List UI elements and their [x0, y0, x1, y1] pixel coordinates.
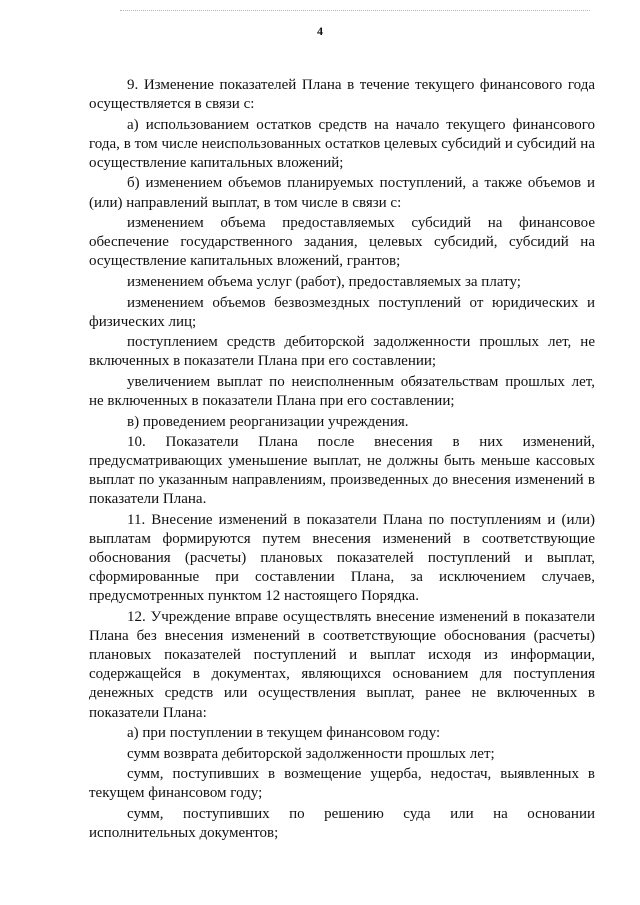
- paragraph-12a-item-2: сумм, поступивших в возмещение ущерба, недостач, выявленных в текущем финансовом году;: [89, 766, 595, 802]
- page-number: 4: [317, 24, 323, 38]
- paragraph-9b-item-2: изменением объема услуг (работ), предоставляемых за плату;: [127, 273, 521, 290]
- top-divider: [120, 10, 590, 11]
- paragraph-9b-item-4: поступлением средств дебиторской задолженности прошлых лет, не включенных в показатели Плана при его составлении;: [89, 334, 595, 370]
- paragraph-11: 11. Внесение изменений в показатели Плана по поступлениям и (или) выплатам формируются путем внесения изменений в соответствующие обоснования (расчеты) плановых показателей поступлений и выплат, сформированные при составлении Плана, за исключением случаев, предусмотренных пунктом 12 настоящего Порядка.: [89, 512, 595, 605]
- paragraph-12: 12. Учреждение вправе осуществлять внесение изменений в показатели Плана без внесения изменений в соответствующие обоснования (расчеты) плановых показателей поступлений и выплат исходя из информации, содержащейся в документах, являющихся основанием для поступления денежных средств или осуществления выплат, ранее не включенных в показатели Плана:: [89, 609, 595, 721]
- paragraph-9b-item-1: изменением объема предоставляемых субсидий на финансовое обеспечение государственного задания, целевых субсидий, субсидий на осуществление капитальных вложений, грантов;: [89, 215, 595, 270]
- paragraph-9: 9. Изменение показателей Плана в течение текущего финансового года осуществляется в связи с:: [89, 77, 595, 113]
- paragraph-9b-item-5: увеличением выплат по неисполненным обязательствам прошлых лет, не включенных в показатели Плана при его составлении;: [89, 373, 595, 409]
- paragraph-9b-item-3: изменением объемов безвозмездных поступлений от юридических и физических лиц;: [89, 294, 595, 330]
- paragraph-12a-item-3: сумм, поступивших по решению суда или на основании исполнительных документов;: [89, 805, 595, 842]
- paragraph-9v: в) проведением реорганизации учреждения.: [127, 413, 409, 430]
- paragraph-12a-item-1: сумм возврата дебиторской задолженности прошлых лет;: [127, 745, 495, 762]
- paragraph-10: 10. Показатели Плана после внесения в них изменений, предусматривающих уменьшение выплат, не должны быть меньше кассовых выплат по указанным направлениям, произведенных до внесения изменений в показатели Плана.: [89, 434, 595, 508]
- paragraph-12a: а) при поступлении в текущем финансовом году:: [127, 725, 441, 742]
- paragraph-9b: б) изменением объемов планируемых поступлений, а также объемов и (или) направлений выплат, в том числе в связи с:: [89, 175, 595, 211]
- document-body: [89, 76, 595, 845]
- paragraph-9a: а) использованием остатков средств на начало текущего финансового года, в том числе неиспользованных остатков целевых субсидий и субсидий на осуществление капитальных вложений;: [89, 116, 595, 171]
